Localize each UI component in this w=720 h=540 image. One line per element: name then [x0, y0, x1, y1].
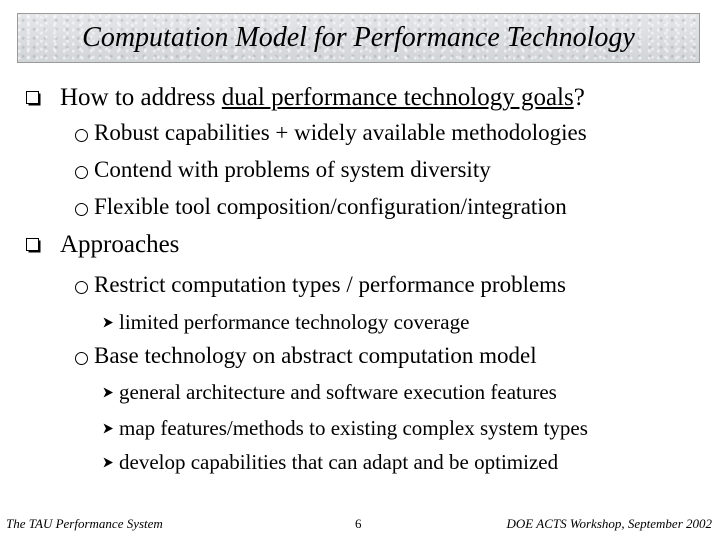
arrow-bullet-icon — [103, 423, 114, 434]
bullet-text-suffix: ? — [573, 84, 585, 111]
square-bullet-icon — [26, 91, 39, 104]
sub-sub-bullet-text: general architecture and software execution features — [119, 380, 557, 404]
footer-left: The TAU Performance System — [6, 516, 163, 531]
arrow-bullet-icon — [103, 317, 114, 328]
ring-bullet-icon — [75, 129, 88, 142]
slide-title: Computation Model for Performance Technology — [82, 22, 635, 53]
sub-bullet-text: Robust capabilities + widely available methodologies — [94, 120, 587, 145]
title-banner — [17, 13, 700, 63]
sub-bullet-text: Base technology on abstract computation model — [94, 343, 537, 368]
ring-bullet-icon — [75, 166, 88, 179]
sub-sub-bullet-text: limited performance technology coverage — [119, 310, 470, 334]
sub-bullet-text: Flexible tool composition/configuration/integration — [94, 194, 567, 219]
sub-sub-bullet-text: map features/methods to existing complex system types — [119, 416, 588, 440]
bullet-text: Approaches — [60, 231, 180, 258]
sub-bullet-text: Restrict computation types / performance problems — [94, 272, 567, 297]
bullet-text: How to address — [60, 84, 222, 111]
sub-sub-bullet-text: develop capabilities that can adapt and be optimized — [119, 450, 559, 474]
arrow-bullet-icon — [103, 457, 114, 468]
page-number: 6 — [355, 516, 362, 531]
square-bullet-icon — [26, 238, 39, 251]
footer-right: DOE ACTS Workshop, September 2002 — [506, 516, 712, 531]
arrow-bullet-icon — [103, 387, 114, 398]
sub-bullet-text: Contend with problems of system diversity — [94, 157, 491, 182]
ring-bullet-icon — [75, 352, 88, 365]
goals-link[interactable]: dual performance technology goals — [221, 84, 574, 111]
ring-bullet-icon — [75, 281, 88, 294]
ring-bullet-icon — [75, 203, 88, 216]
